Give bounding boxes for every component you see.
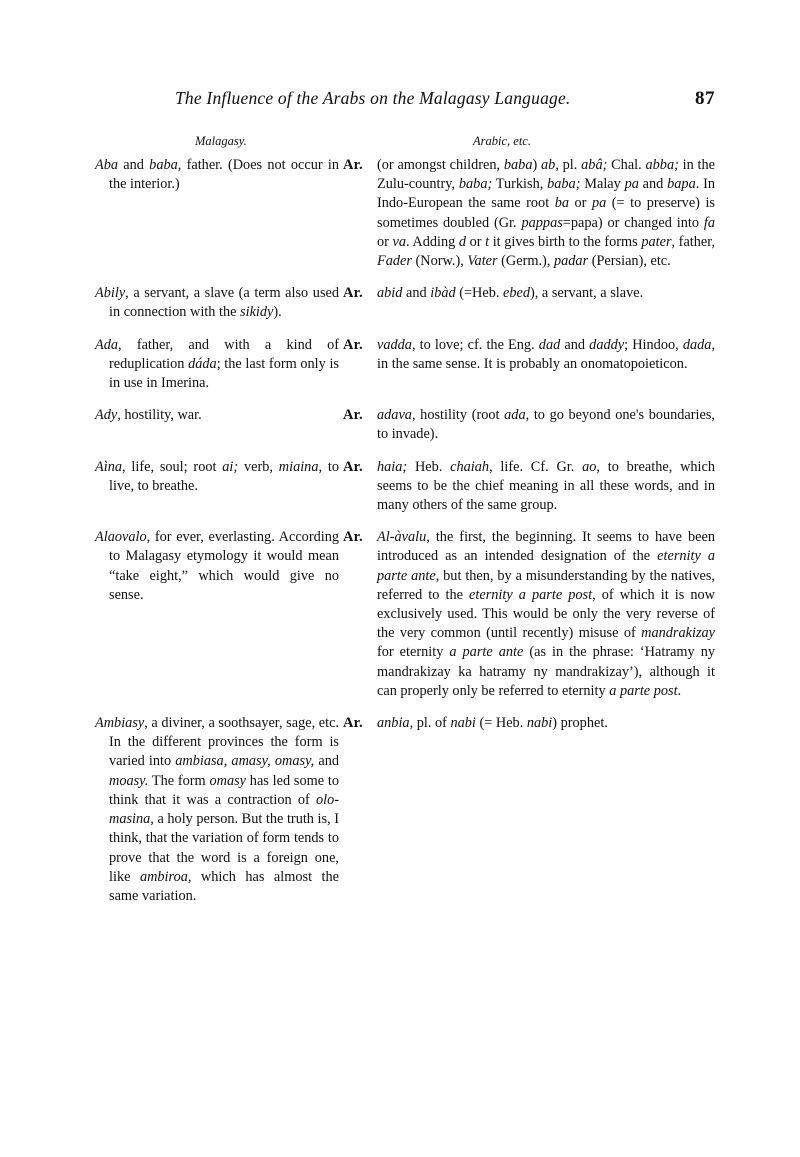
entry-ada-arabic-text: vadda, to love; cf. the Eng. dad and daddy; Hindoo, dada, in the same sense. It is probably an onomatopoieticon. xyxy=(377,336,716,372)
entry-aina-malagasy-column xyxy=(95,458,343,496)
entry-aba-malagasy-column xyxy=(95,156,343,194)
entry-ambiasy-arabic-text: anbia, pl. of nabi (= Heb. nabi) prophet. xyxy=(377,715,608,732)
glossary-entries xyxy=(95,156,715,906)
entry-ambiasy-malagasy-text: Ambiasy, a diviner, a soothsayer, sage, etc. In the different provinces the form is varied into ambiasa, amasy, omasy, and moasy. The form omasy has led some to think that it was a contraction of olo-masina, a holy person. But the truth is, I think, that the variation of form tends to prove that the word is a foreign one, like ambiroa, which has almost the same variation. xyxy=(95,715,339,904)
entry-ady-arabic-column xyxy=(343,406,715,444)
entry-aina-arabic-text: haia; Heb. chaiah, life. Cf. Gr. ao, to breathe, which seems to be the chief meaning in all these words, and in many others of the same group. xyxy=(377,458,716,514)
entry-aina-language-label: Ar. xyxy=(343,458,363,475)
entry-abily-malagasy-column xyxy=(95,284,343,322)
entry-ada-malagasy-column xyxy=(95,336,343,394)
entry-alaovalo-language-label: Ar. xyxy=(343,529,363,546)
entry-ada-arabic-column xyxy=(343,336,715,374)
entry-ady xyxy=(95,406,715,444)
entry-aba-language-label: Ar. xyxy=(343,157,363,173)
entry-ady-language-label: Ar. xyxy=(343,407,363,424)
entry-ada-language-label: Ar. xyxy=(343,336,363,353)
running-head xyxy=(95,88,715,118)
entry-ady-arabic-text: adava, hostility (root ada, to go beyond one's boundaries, to invade). xyxy=(377,407,715,443)
entry-aba xyxy=(95,156,715,271)
page-number: 87 xyxy=(695,88,715,109)
entry-ady-arabic-body xyxy=(377,406,715,444)
entry-aba-arabic-column xyxy=(343,156,715,271)
entry-alaovalo-arabic-text: Al-àvalu, the first, the beginning. It seems to have been introduced as an intended designation of the eternity a parte ante, but then, by a misunderstanding by the natives, referred to the eternity a parte post, of which it is now exclusively used. This would be only the very reverse of the very common (until recently) misuse of mandrakizay for eternity a parte ante (as in the phrase: ‘Hatramy ny mandrakizay ka hatramy ny mandrakizay’), although it can properly only be referred to eternity a parte post. xyxy=(377,529,715,699)
entry-ambiasy-arabic-column xyxy=(343,714,715,733)
column-heading-malagasy: Malagasy. xyxy=(195,134,247,148)
entry-alaovalo-arabic-column xyxy=(343,528,715,701)
entry-ambiasy-arabic-body xyxy=(377,714,715,733)
entry-aina xyxy=(95,458,715,516)
entry-abily-arabic-text: abid and ibàd (=Heb. ebed), a servant, a slave. xyxy=(377,285,644,302)
entry-aina-malagasy-text: Aìna, life, soul; root ai; verb, miaina, to live, to breathe. xyxy=(95,458,339,494)
entry-abily-language-label: Ar. xyxy=(343,285,363,302)
entry-alaovalo-malagasy-column xyxy=(95,528,343,605)
entry-aba-arabic-text: (or amongst children, baba) ab, pl. abâ; Chal. abba; in the Zulu-country, baba; Turkish, baba; Malay pa and bapa. In Indo-European the same root ba or pa (= to preserve) is sometimes doubled (Gr. pappas=papa) or changed into fa or va. Adding d or t it gives birth to the forms pater, father, Fader (Norw.), Vater (Germ.), padar (Persian), etc. xyxy=(377,157,716,270)
entry-alaovalo-malagasy-text: Alaovalo, for ever, everlasting. According to Malagasy etymology it would mean “take eight,” which would give no sense. xyxy=(95,529,339,603)
entry-abily-arabic-column xyxy=(343,284,715,303)
column-headings xyxy=(95,134,715,154)
entry-ambiasy-malagasy-column xyxy=(95,714,343,906)
entry-abily-malagasy-text: Abily, a servant, a slave (a term also used in connection with the sikidy). xyxy=(95,285,339,321)
entry-abily-arabic-body xyxy=(377,284,715,303)
entry-aba-malagasy-text: Aba and baba, father. (Does not occur in the interior.) xyxy=(95,157,339,193)
running-head-title: The Influence of the Arabs on the Malagasy Language. xyxy=(175,88,571,108)
entry-alaovalo-arabic-body xyxy=(377,528,715,701)
entry-ambiasy-language-label: Ar. xyxy=(343,715,363,732)
entry-abily xyxy=(95,284,715,322)
entry-ady-malagasy-text: Ady, hostility, war. xyxy=(95,407,202,424)
entry-ada xyxy=(95,336,715,394)
entry-ady-malagasy-column xyxy=(95,406,343,425)
entry-ambiasy xyxy=(95,714,715,906)
entry-aba-arabic-body xyxy=(377,156,715,271)
entry-aina-arabic-body xyxy=(377,458,715,516)
entry-ada-arabic-body xyxy=(377,336,715,374)
column-heading-arabic: Arabic, etc. xyxy=(473,134,531,148)
entry-ada-malagasy-text: Ada, father, and with a kind of reduplication dáda; the last form only is in use in Imerina. xyxy=(95,336,339,392)
entry-aina-arabic-column xyxy=(343,458,715,516)
entry-alaovalo xyxy=(95,528,715,701)
